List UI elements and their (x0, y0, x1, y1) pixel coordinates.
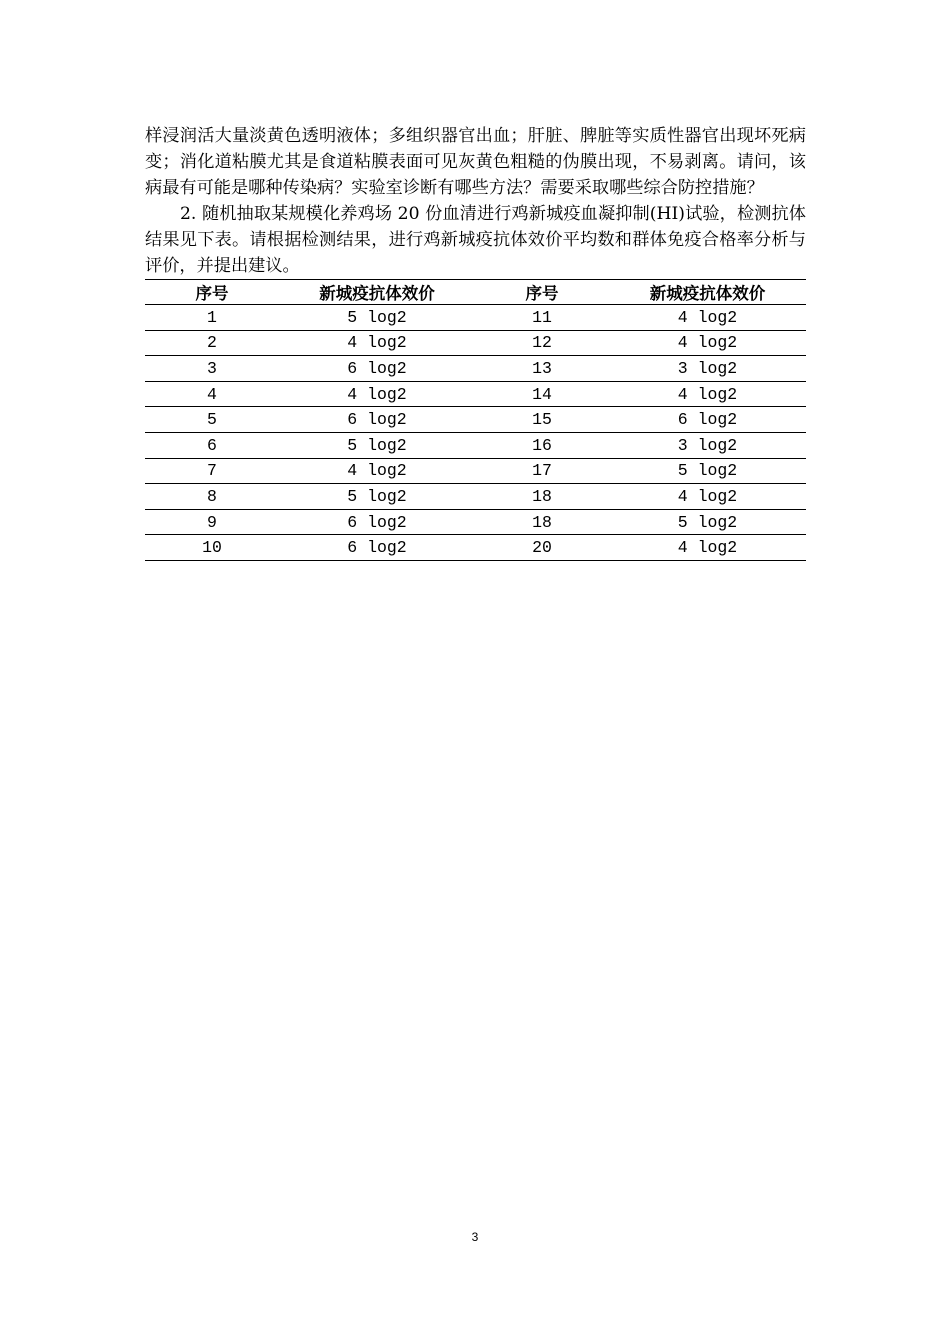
cell-serial: 2 (145, 330, 279, 356)
cell-titer: 6 log2 (279, 509, 475, 535)
cell-serial: 10 (145, 535, 279, 561)
cell-serial: 3 (145, 356, 279, 382)
cell-titer: 4 log2 (279, 330, 475, 356)
table-header-row (145, 280, 806, 305)
table-row (145, 330, 806, 356)
cell-serial: 6 (145, 432, 279, 458)
header-serial-right: 序号 (475, 280, 609, 305)
cell-titer: 5 log2 (609, 458, 806, 484)
paragraph-case-description: 样浸润活大量淡黄色透明液体；多组织器官出血；肝脏、脾脏等实质性器官出现坏死病变；消化道粘膜尤其是食道粘膜表面可见灰黄色粗糙的伪膜出现，不易剥离。请问，该病最有可能是哪种传染病？实验室诊断有哪些方法？需要采取哪些综合防控措施？ (145, 126, 806, 198)
header-titer-right: 新城疫抗体效价 (609, 280, 806, 305)
cell-titer: 5 log2 (279, 305, 475, 331)
cell-serial: 12 (475, 330, 609, 356)
cell-titer: 4 log2 (609, 484, 806, 510)
cell-serial: 1 (145, 305, 279, 331)
cell-serial: 7 (145, 458, 279, 484)
cell-titer: 4 log2 (609, 381, 806, 407)
cell-titer: 3 log2 (609, 356, 806, 382)
table-row (145, 458, 806, 484)
cell-serial: 18 (475, 509, 609, 535)
document-page (145, 123, 806, 561)
cell-serial: 16 (475, 432, 609, 458)
table-row (145, 381, 806, 407)
cell-titer: 4 log2 (279, 381, 475, 407)
antibody-titer-table (145, 279, 806, 561)
cell-serial: 11 (475, 305, 609, 331)
table-row (145, 509, 806, 535)
cell-serial: 13 (475, 356, 609, 382)
cell-serial: 8 (145, 484, 279, 510)
cell-titer: 6 log2 (279, 356, 475, 382)
table-row (145, 484, 806, 510)
cell-serial: 18 (475, 484, 609, 510)
cell-titer: 4 log2 (279, 458, 475, 484)
cell-serial: 5 (145, 407, 279, 433)
cell-titer: 4 log2 (609, 330, 806, 356)
table-row (145, 432, 806, 458)
cell-serial: 4 (145, 381, 279, 407)
header-serial-left: 序号 (145, 280, 279, 305)
table-row (145, 535, 806, 561)
cell-titer: 4 log2 (609, 535, 806, 561)
cell-titer: 4 log2 (609, 305, 806, 331)
cell-serial: 14 (475, 381, 609, 407)
cell-titer: 6 log2 (279, 407, 475, 433)
cell-serial: 15 (475, 407, 609, 433)
cell-serial: 20 (475, 535, 609, 561)
header-titer-left: 新城疫抗体效价 (279, 280, 475, 305)
cell-titer: 5 log2 (279, 484, 475, 510)
table-row (145, 407, 806, 433)
cell-serial: 9 (145, 509, 279, 535)
cell-titer: 6 log2 (279, 535, 475, 561)
cell-serial: 17 (475, 458, 609, 484)
table-row (145, 356, 806, 382)
page-number: 3 (471, 1230, 479, 1244)
table-row (145, 305, 806, 331)
paragraph-question-2: 2. 随机抽取某规模化养鸡场 20 份血清进行鸡新城疫血凝抑制(HI)试验，检测抗体结果见下表。请根据检测结果，进行鸡新城疫抗体效价平均数和群体免疫合格率分析与评价，并提出建议。 (145, 204, 806, 276)
cell-titer: 3 log2 (609, 432, 806, 458)
cell-titer: 6 log2 (609, 407, 806, 433)
cell-titer: 5 log2 (279, 432, 475, 458)
cell-titer: 5 log2 (609, 509, 806, 535)
